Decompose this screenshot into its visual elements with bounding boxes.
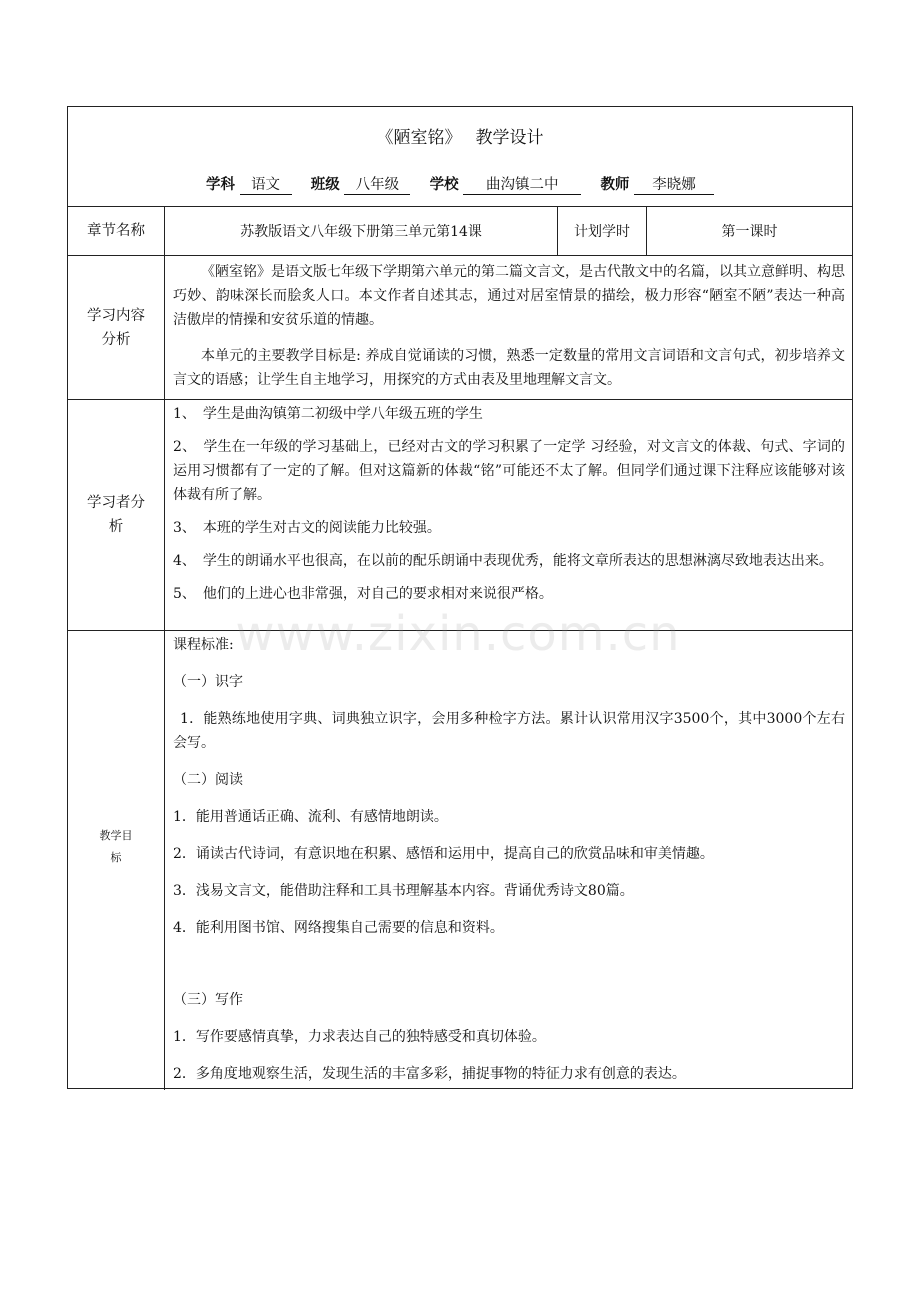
learner-item: 3、 本班的学生对古文的阅读能力比较强。	[173, 520, 441, 536]
reading-item: 1．能用普通话正确、流利、有感情地朗读。	[173, 809, 448, 825]
row-divider	[68, 255, 852, 256]
reading-item: 2．诵读古代诗词，有意识地在积累、感悟和运用中，提高自己的欣赏品味和审美情趣。	[173, 846, 714, 862]
writing-title: （三）写作	[173, 992, 243, 1008]
reading-item: 3．浅易文言文，能借助注释和工具书理解基本内容。背诵优秀诗文80篇。	[173, 883, 634, 899]
learner-item: 5、 他们的上进心也非常强，对自己的要求相对来说很严格。	[173, 586, 553, 602]
row-divider	[68, 399, 852, 400]
subject-value: 语文	[240, 177, 292, 195]
planned-hours-value: 第一课时	[721, 224, 778, 240]
school-label: 学校	[429, 177, 459, 193]
document-title: 《陋室铭》 教学设计	[376, 128, 544, 148]
row-divider	[68, 630, 852, 631]
learner-analysis-list	[173, 402, 845, 615]
reading-item: 4．能利用图书馆、网络搜集自己需要的信息和资料。	[173, 920, 504, 936]
column-divider	[164, 206, 165, 1090]
school-value: 曲沟镇二中	[463, 177, 581, 195]
writing-item: 1．写作要感情真挚，力求表达自己的独特感受和真切体验。	[173, 1029, 546, 1045]
learner-analysis-label: 学习者分析	[87, 495, 145, 535]
teaching-goals-label: 教学目标	[99, 829, 133, 864]
literacy-item: 1．能熟练地使用字典、词典独立识字，会用多种检字方法。累计认识常用汉字3500个，其中3000个左右会写。	[173, 711, 845, 751]
content-analysis-label: 学习内容分析	[87, 307, 145, 348]
teaching-goals-content	[173, 633, 845, 1086]
writing-item: 2．多角度地观察生活，发现生活的丰富多彩，捕捉事物的特征力求有创意的表达。	[173, 1066, 686, 1082]
lesson-meta	[68, 173, 852, 195]
content-paragraph: 《陋室铭》是语文版七年级下学期第六单元的第二篇文言文，是古代散文中的名篇，以其立意鲜明、构思巧妙、韵味深长而脍炙人口。本文作者自述其志，通过对居室情景的描绘，极力形容“陋室不陋”表达一种高洁傲岸的情操和安贫乐道的情趣。	[173, 264, 845, 328]
planned-hours-label: 计划学时	[574, 224, 630, 240]
literacy-title: （一）识字	[173, 674, 243, 690]
standard-title: 课程标准:	[173, 637, 234, 653]
learner-item: 1、 学生是曲沟镇第二初级中学八年级五班的学生	[173, 406, 483, 422]
content-paragraph: 本单元的主要教学目标是: 养成自觉诵读的习惯，熟悉一定数量的常用文言词语和文言句式，初步培养文言文的语感；让学生自主地学习，用探究的方式由表及里地理解文言文。	[173, 348, 845, 388]
subject-label: 学科	[205, 177, 235, 193]
teacher-value: 李晓娜	[634, 177, 714, 195]
teacher-label: 教师	[600, 177, 630, 193]
chapter-label: 章节名称	[87, 223, 145, 239]
class-value: 八年级	[344, 177, 410, 195]
learner-item: 2、 学生在一年级的学习基础上，已经对古文的学习积累了一定学 习经验，对文言文的体裁、句式、字词的运用习惯都有了一定的了解。但对这篇新的体裁“铭”可能还不太了解。但同学们通过课下注释应该能够对该体裁有所了解。	[173, 439, 845, 503]
watermark: www.zixin.com.cn	[235, 606, 681, 662]
content-analysis-text	[173, 260, 845, 392]
chapter-value: 苏教版语文八年级下册第三单元第14课	[240, 224, 482, 240]
lesson-plan-table	[67, 106, 853, 1089]
reading-title: （二）阅读	[173, 772, 243, 788]
class-label: 班级	[310, 177, 340, 193]
learner-item: 4、 学生的朗诵水平也很高，在以前的配乐朗诵中表现优秀，能将文章所表达的思想淋漓尽致地表达出来。	[173, 553, 833, 569]
